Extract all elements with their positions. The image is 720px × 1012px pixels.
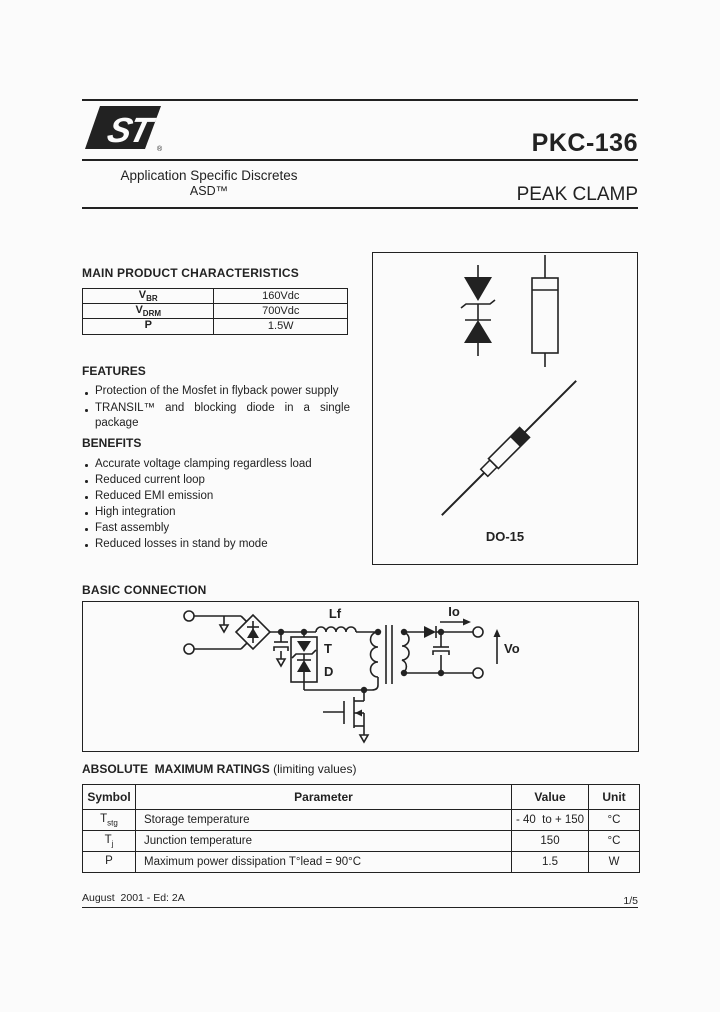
rating-value: 150 (512, 831, 589, 852)
output-capacitor-symbol (433, 632, 449, 673)
rating-unit: W (589, 852, 640, 873)
output-current-label: Io (448, 604, 460, 619)
family-name: Application Specific Discretes (120, 168, 298, 183)
table-row (83, 831, 640, 852)
axial-package-outline (532, 255, 558, 367)
table-row (83, 289, 348, 304)
table-row (83, 319, 348, 334)
st-logo-letters: ST (103, 110, 155, 150)
ground-symbol (360, 735, 368, 742)
column-header-symbol: Symbol (83, 785, 136, 810)
output-voltage-label: Vo (504, 641, 520, 656)
benefits-title: BENEFITS (82, 436, 142, 450)
list-item: Accurate voltage clamping regardless load (82, 456, 350, 472)
diode-label: D (324, 664, 334, 679)
characteristics-table (82, 288, 348, 335)
output-voltage-arrow (494, 629, 501, 664)
mosfet-symbol (323, 690, 368, 742)
transformer-symbol (364, 625, 409, 690)
output-terminal (473, 668, 483, 678)
table-row (83, 810, 640, 831)
product-type-title: PEAK CLAMP (516, 184, 638, 205)
rating-parameter: Maximum power dissipation T°lead = 90°C (136, 852, 512, 873)
header-top-rule (82, 99, 638, 101)
list-item: Reduced EMI emission (82, 488, 350, 504)
product-family (82, 168, 336, 198)
rating-parameter: Junction temperature (136, 831, 512, 852)
st-logo-graphic (84, 104, 162, 154)
table-row (83, 304, 348, 319)
registered-trademark-symbol: ® (157, 146, 163, 153)
list-item: High integration (82, 504, 350, 520)
column-header-parameter: Parameter (136, 785, 512, 810)
characteristic-value: 700Vdc (214, 304, 348, 319)
footer-rule (82, 907, 638, 908)
inductor-symbol (316, 627, 356, 632)
table-row (83, 852, 640, 873)
connection-title: BASIC CONNECTION (82, 583, 207, 597)
output-terminal (473, 627, 483, 637)
rating-symbol: $T_{stg}$ (83, 810, 136, 831)
rating-value: - 40 to + 150 (512, 810, 589, 831)
input-terminal (184, 611, 194, 621)
package-box (372, 252, 638, 565)
input-terminal (184, 644, 194, 654)
ratings-title-main: ABSOLUTE MAXIMUM RATINGS (82, 762, 270, 776)
inductor-label: Lf (328, 606, 342, 621)
circuit-box (82, 601, 639, 752)
ground-symbol (277, 659, 285, 666)
ratings-title-note: (limiting values) (269, 762, 357, 776)
ratings-table (82, 784, 640, 873)
list-item: Fast assembly (82, 520, 350, 536)
bridge-rectifier-symbol (236, 615, 270, 649)
footer-date-edition: August 2001 - Ed: 2A (82, 892, 185, 904)
part-number: PKC-136 (531, 129, 638, 157)
list-item: Reduced current loop (82, 472, 350, 488)
family-acronym: ASD™ (189, 184, 229, 198)
st-logo (84, 104, 162, 159)
rating-value: 1.5 (512, 852, 589, 873)
table-header-row (83, 785, 640, 810)
transil-diode-symbol (461, 265, 495, 356)
list-item: Reduced losses in stand by mode (82, 536, 350, 552)
characteristic-symbol: P (83, 319, 214, 334)
column-header-unit: Unit (589, 785, 640, 810)
rating-symbol: $T_j$ (83, 831, 136, 852)
list-item: TRANSIL™ and blocking diode in a single package (82, 401, 350, 432)
characteristic-symbol: $V_{BR}$ (83, 289, 214, 304)
benefits-section (82, 436, 350, 552)
characteristic-value: 1.5W (214, 319, 348, 334)
circuit-diagram (83, 602, 637, 750)
capacitor-symbol (274, 632, 288, 666)
characteristic-value: 160Vdc (214, 289, 348, 304)
output-diode-symbol (424, 626, 436, 638)
header-middle-rule (82, 159, 638, 161)
rating-parameter: Storage temperature (136, 810, 512, 831)
rating-symbol: P (83, 852, 136, 873)
package-drawing (373, 253, 636, 528)
junction-dots (278, 629, 444, 693)
characteristics-title: MAIN PRODUCT CHARACTERISTICS (82, 266, 299, 280)
footer-page-number: 1/5 (623, 895, 638, 907)
ratings-title (82, 762, 356, 776)
do15-body-drawing (437, 376, 581, 520)
transil-label: T (324, 641, 332, 656)
rating-unit: °C (589, 831, 640, 852)
rating-unit: °C (589, 810, 640, 831)
characteristic-symbol: $V_{DRM}$ (83, 304, 214, 319)
features-title: FEATURES (82, 364, 146, 378)
output-current-arrow (440, 619, 471, 626)
package-name-label: DO-15 (485, 529, 525, 544)
header-bottom-rule (82, 207, 638, 209)
features-section (82, 364, 350, 433)
list-item: Protection of the Mosfet in flyback power supply (82, 384, 350, 400)
column-header-value: Value (512, 785, 589, 810)
ground-symbol (220, 616, 228, 632)
